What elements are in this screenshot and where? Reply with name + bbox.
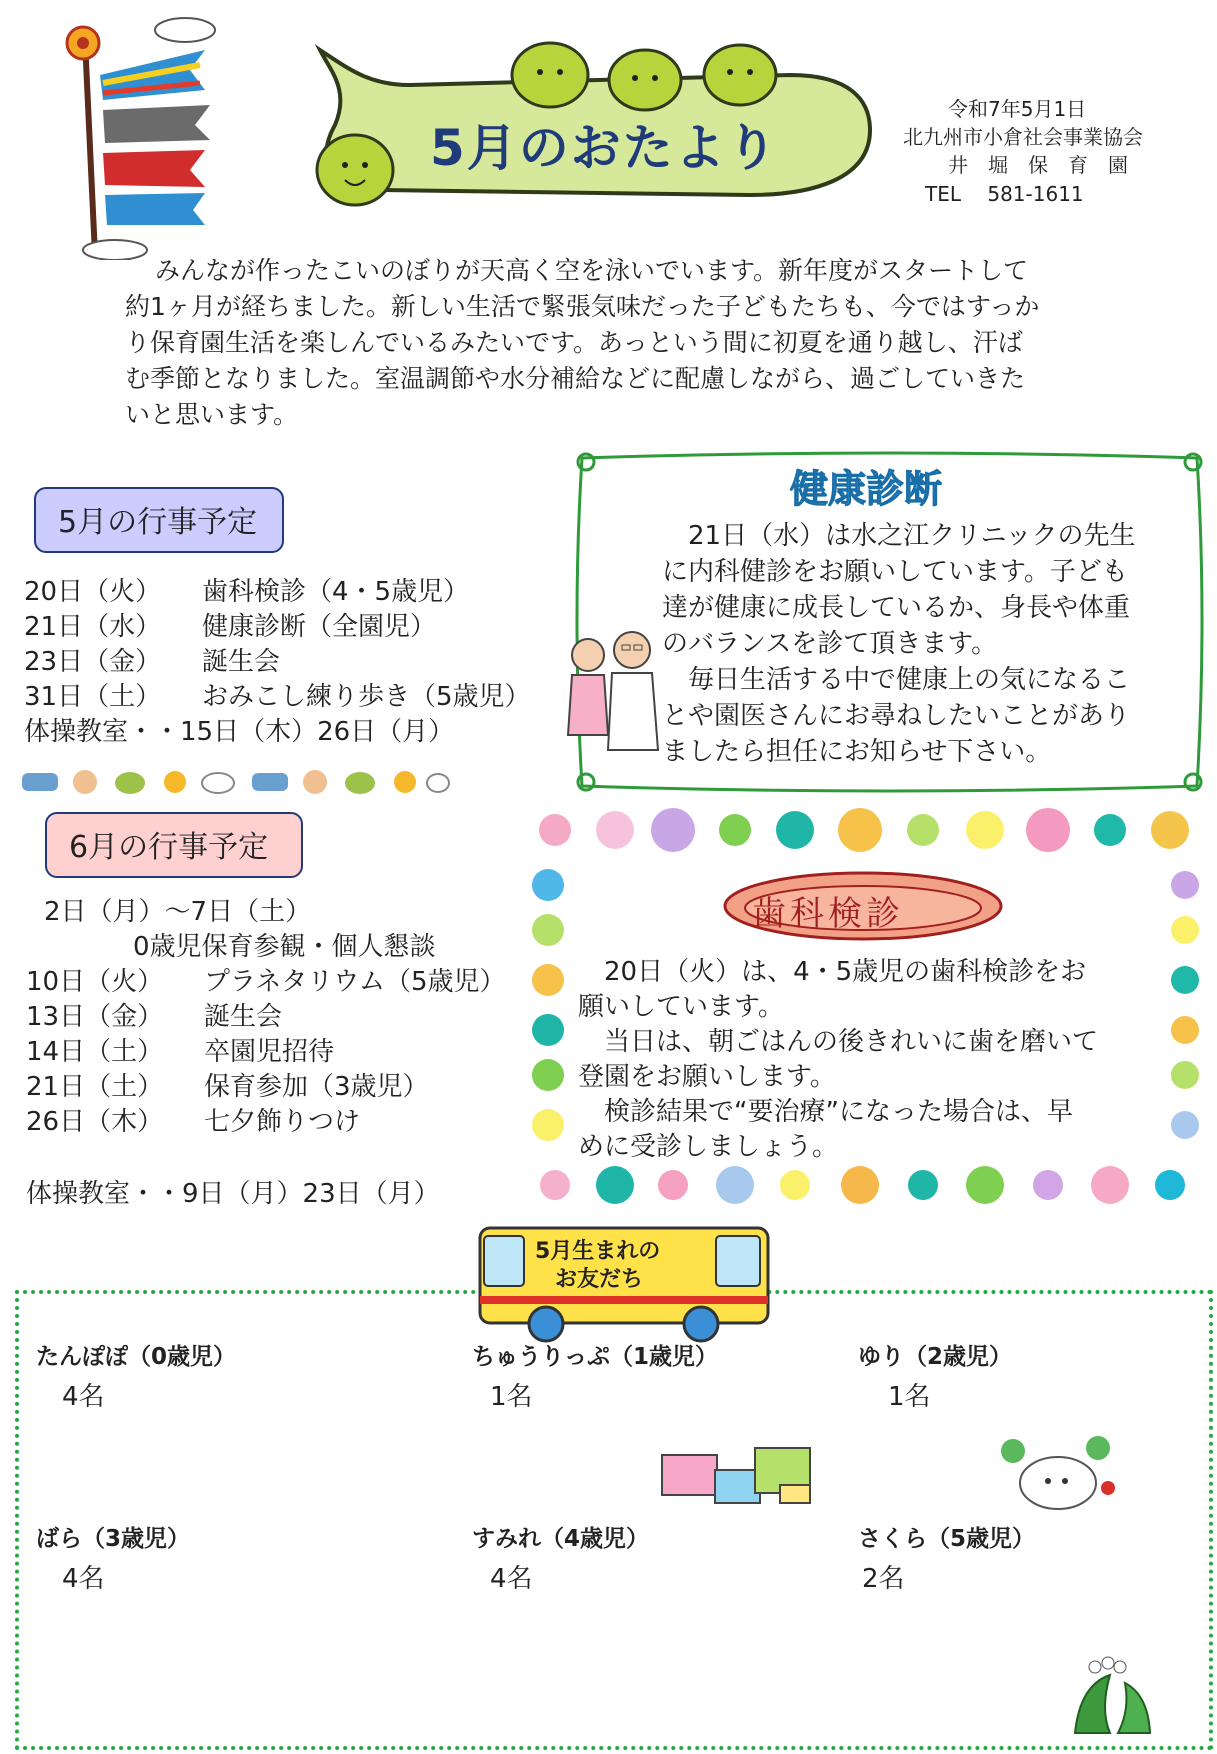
class-count: 2名: [862, 1564, 905, 1594]
schedule-event: おみこし練り歩き（5歳児）: [202, 682, 531, 712]
dental-check-title: 歯科検診: [752, 894, 904, 934]
schedule-row: [24, 680, 531, 715]
health-check-body: [662, 518, 1182, 770]
class-name: たんぽぽ（0歳児）: [36, 1344, 237, 1370]
decorative-dot: [532, 1014, 564, 1046]
koinobori-icon: [252, 773, 288, 791]
may-schedule-heading: 5月の行事予定: [34, 487, 284, 553]
intro-line: り保育園生活を楽しんでいるみたいです。あっという間に初夏を通り越し、汗ば: [125, 328, 1023, 357]
bean-icon: [345, 772, 375, 794]
june-first-event: 0歳児保育参観・個人懇談: [133, 932, 436, 962]
decorative-dot: [966, 811, 1004, 849]
dental-line: 検診結果で“要治療”になった場合は、早: [578, 1097, 1073, 1127]
decorative-dot: [1171, 1111, 1199, 1139]
decorative-dot: [532, 964, 564, 996]
class-name: すみれ（4歳児）: [472, 1526, 650, 1552]
health-line: とや園医さんにお尋ねしたいことがあり: [662, 701, 1131, 731]
class-name: ばら（3歳児）: [36, 1526, 191, 1552]
schedule-date: 31日（土）: [24, 682, 162, 712]
health-line: に内科健診をお願いしています。子ども: [662, 557, 1128, 587]
sun-icon: [394, 771, 416, 793]
sheep-with-clover-illustration: [993, 1433, 1128, 1513]
decorative-dot: [841, 1166, 879, 1204]
gift-boxes-illustration: [660, 1440, 815, 1505]
schedule-row: [26, 965, 506, 1000]
schedule-date: 26日（木）: [26, 1107, 164, 1137]
schedule-event: 七夕飾りつけ: [204, 1107, 361, 1137]
decorative-dot: [540, 1170, 570, 1200]
schedule-event: 卒園児招待: [204, 1037, 335, 1067]
decorative-dot: [1091, 1166, 1129, 1204]
schedule-event: 健康診断（全園児）: [202, 612, 437, 642]
health-line: 達が健康に成長しているか、身長や体重: [662, 593, 1131, 623]
telephone: TEL 581-1611: [925, 182, 1084, 206]
decorative-dot: [776, 811, 814, 849]
organization-name: 北九州市小倉社会事業協会: [903, 125, 1143, 149]
health-line: ましたら担任にお知らせ下さい。: [662, 737, 1052, 767]
decorative-dot: [532, 1109, 564, 1141]
schedule-date: 14日（土）: [26, 1037, 164, 1067]
health-check-title: 健康診断: [790, 467, 943, 511]
dental-line: 20日（火）は、4・5歳児の歯科検診をお: [578, 957, 1087, 987]
decorative-dot: [966, 1166, 1004, 1204]
issue-date: 令和7年5月1日: [948, 97, 1087, 121]
decorative-dot: [1155, 1170, 1185, 1200]
health-line: 21日（水）は水之江クリニックの先生: [662, 521, 1136, 551]
decorative-dot: [908, 1170, 938, 1200]
intro-line: 約1ヶ月が経ちました。新しい生活で緊張気味だった子どもたちも、今ではすっか: [125, 292, 1040, 321]
cloud-icon: [427, 774, 449, 792]
intro-line: いと思います。: [125, 400, 299, 429]
bus-caption-line-1: 5月生まれの: [535, 1239, 661, 1264]
schedule-event: 誕生会: [202, 647, 281, 677]
child-icon: [73, 770, 97, 794]
cloud-icon: [202, 773, 234, 793]
decorative-dot: [1171, 871, 1199, 899]
schedule-event: プラネタリウム（5歳児）: [204, 967, 506, 997]
schedule-date: 20日（火）: [24, 577, 162, 607]
decorative-dot: [596, 811, 634, 849]
decorative-icon-strip: [20, 763, 450, 801]
dental-line: めに受診しましょう。: [578, 1132, 839, 1162]
decorative-dot: [532, 1059, 564, 1091]
class-name: さくら（5歳児）: [858, 1526, 1036, 1552]
koinobori-illustration: [55, 15, 230, 260]
decorative-dot: [1171, 1061, 1199, 1089]
decorative-dot: [658, 1170, 688, 1200]
sun-icon: [164, 771, 186, 793]
decorative-dot: [1171, 916, 1199, 944]
bean-icon: [115, 772, 145, 794]
june-first-date: 2日（月）～7日（土）: [44, 897, 312, 927]
decorative-dot: [780, 1170, 810, 1200]
lily-of-the-valley-illustration: [1070, 1655, 1155, 1735]
decorative-dot: [596, 1166, 634, 1204]
koinobori-icon: [22, 773, 58, 791]
class-count: 1名: [888, 1382, 931, 1412]
schedule-row: [24, 575, 531, 610]
dental-line: 登園をお願いします。: [578, 1062, 836, 1092]
newsletter-title: 5月のおたより: [430, 119, 779, 177]
decorative-dot: [539, 814, 571, 846]
decorative-dot: [1033, 1170, 1063, 1200]
intro-paragraph: [125, 253, 1125, 433]
bus-caption-line-2: お友だち: [555, 1267, 644, 1292]
dental-line: 当日は、朝ごはんの後きれいに歯を磨いて: [578, 1027, 1099, 1057]
schedule-row: [24, 645, 531, 680]
decorative-dot: [1171, 966, 1199, 994]
decorative-dot: [907, 814, 939, 846]
decorative-dot: [838, 808, 882, 852]
decorative-dot: [1094, 814, 1126, 846]
schedule-date: 13日（金）: [26, 1002, 164, 1032]
intro-line: む季節となりました。室温調節や水分補給などに配慮しながら、過ごしていきた: [125, 364, 1026, 393]
decorative-dot: [532, 869, 564, 901]
class-count: 4名: [62, 1382, 105, 1412]
schedule-row: [26, 1035, 506, 1070]
class-name: ゆり（2歳児）: [858, 1344, 1013, 1370]
schedule-row: [24, 610, 531, 645]
child-icon: [303, 770, 327, 794]
schedule-row: [26, 1105, 506, 1140]
intro-line: みんなが作ったこいのぼりが天高く空を泳いでいます。新年度がスタートして: [155, 256, 1029, 285]
june-gym-class-line: 体操教室・・9日（月）23日（月）: [26, 1179, 440, 1209]
schedule-row: [26, 1070, 506, 1105]
may-schedule-list: [24, 575, 531, 750]
class-count: 4名: [62, 1564, 105, 1594]
decorative-dot: [716, 1166, 754, 1204]
decorative-dot: [1026, 808, 1070, 852]
schedule-event: 歯科検診（4・5歳児）: [202, 577, 470, 607]
schedule-event: 保育参加（3歳児）: [204, 1072, 429, 1102]
schedule-date: 21日（土）: [26, 1072, 164, 1102]
doctor-and-nurse-illustration: [560, 625, 668, 760]
decorative-dot: [719, 814, 751, 846]
schedule-date: 10日（火）: [26, 967, 164, 997]
schedule-row: [26, 1000, 506, 1035]
schedule-event: 誕生会: [204, 1002, 283, 1032]
dental-check-body: [578, 955, 1138, 1165]
class-count: 4名: [490, 1564, 533, 1594]
june-schedule-list: [26, 965, 506, 1140]
schedule-date: 23日（金）: [24, 647, 162, 677]
decorative-dot: [1171, 1016, 1199, 1044]
gym-class-line: 体操教室・・15日（木）26日（月）: [24, 717, 455, 747]
class-name: ちゅうりっぷ（1歳児）: [472, 1344, 719, 1370]
dental-line: 願いしています。: [578, 992, 784, 1022]
class-count: 1名: [490, 1382, 533, 1412]
schedule-date: 21日（水）: [24, 612, 162, 642]
decorative-dot: [1151, 811, 1189, 849]
decorative-dot: [532, 914, 564, 946]
health-line: 毎日生活する中で健康上の気になるこ: [662, 665, 1131, 695]
school-name: 井 堀 保 育 園: [948, 153, 1128, 177]
decorative-dot: [651, 808, 695, 852]
june-schedule-heading: 6月の行事予定: [45, 812, 303, 878]
health-line: のバランスを診て頂きます。: [662, 629, 998, 659]
